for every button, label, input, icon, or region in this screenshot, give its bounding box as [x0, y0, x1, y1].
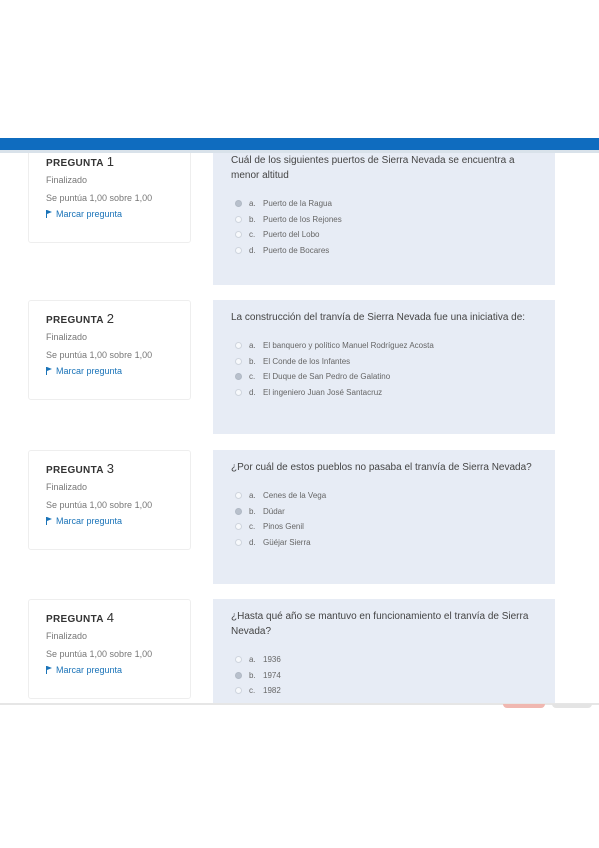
- question-number: [46, 311, 178, 326]
- question-state: Finalizado: [46, 631, 88, 641]
- radio-icon[interactable]: [235, 656, 242, 663]
- radio-icon[interactable]: [235, 216, 242, 223]
- answer-option[interactable]: [231, 196, 543, 212]
- flag-question-link[interactable]: [46, 665, 178, 675]
- answer-option[interactable]: [231, 535, 543, 551]
- answer-letter: d.: [249, 387, 256, 397]
- answer-option[interactable]: [231, 488, 543, 504]
- question-label: PREGUNTA: [46, 315, 104, 326]
- answer-option[interactable]: [231, 227, 543, 243]
- question-label: PREGUNTA: [46, 614, 104, 625]
- question-grade: Se puntúa 1,00 sobre 1,00: [46, 500, 153, 510]
- answer-letter: a.: [249, 491, 256, 501]
- answer-option[interactable]: [231, 519, 543, 535]
- answer-letter: b.: [249, 506, 256, 516]
- question-2: [0, 300, 599, 440]
- flag-icon: [46, 210, 52, 218]
- radio-checked-icon[interactable]: [235, 373, 242, 380]
- question-content-3: [213, 450, 555, 584]
- question-number: [46, 610, 178, 625]
- answer-letter: b.: [249, 356, 256, 366]
- answer-letter: c.: [249, 522, 256, 532]
- answer-text: 1982: [263, 686, 281, 696]
- flag-question-label: Marcar pregunta: [56, 516, 123, 526]
- radio-icon[interactable]: [235, 247, 242, 254]
- answer-text: Puerto del Lobo: [263, 230, 320, 240]
- answer-text: 1936: [263, 655, 281, 665]
- question-number-value: 1: [106, 154, 115, 169]
- answer-letter: a.: [249, 341, 256, 351]
- answer-list: [231, 488, 543, 550]
- answer-list: [231, 652, 543, 699]
- flag-question-label: Marcar pregunta: [56, 366, 123, 376]
- answer-option[interactable]: [231, 338, 543, 354]
- radio-checked-icon[interactable]: [235, 200, 242, 207]
- answer-option[interactable]: [231, 369, 543, 385]
- question-grade: Se puntúa 1,00 sobre 1,00: [46, 193, 153, 203]
- radio-icon[interactable]: [235, 231, 242, 238]
- answer-letter: a.: [249, 199, 256, 209]
- answer-text: Dúdar: [263, 506, 285, 516]
- question-text: La construcción del tranvía de Sierra Nevada fue una iniciativa de:: [231, 312, 526, 323]
- answer-letter: c.: [249, 372, 256, 382]
- flag-icon: [46, 517, 52, 525]
- question-content-2: [213, 300, 555, 434]
- radio-icon[interactable]: [235, 687, 242, 694]
- top-navbar: [0, 138, 599, 150]
- question-number: [46, 154, 178, 169]
- answer-text: Puerto de la Ragua: [263, 199, 332, 209]
- bottom-bar-button-secondary[interactable]: [552, 704, 592, 708]
- answer-letter: a.: [249, 655, 256, 665]
- radio-icon[interactable]: [235, 389, 242, 396]
- flag-question-link[interactable]: [46, 366, 178, 376]
- flag-icon: [46, 367, 52, 375]
- answer-option[interactable]: [231, 212, 543, 228]
- answer-option[interactable]: [231, 668, 543, 684]
- question-info-2: [28, 300, 191, 400]
- radio-checked-icon[interactable]: [235, 508, 242, 515]
- question-grade: Se puntúa 1,00 sobre 1,00: [46, 649, 153, 659]
- answer-list: [231, 338, 543, 400]
- answer-text: El ingeniero Juan José Santacruz: [263, 387, 383, 397]
- answer-option[interactable]: [231, 385, 543, 401]
- answer-letter: b.: [249, 670, 256, 680]
- answer-text: Pinos Genil: [263, 522, 304, 532]
- flag-question-label: Marcar pregunta: [56, 665, 123, 675]
- question-content-1: [213, 153, 555, 285]
- question-number-value: 4: [106, 610, 115, 625]
- question-label: PREGUNTA: [46, 158, 104, 169]
- question-info-1: [28, 153, 191, 243]
- answer-text: Puerto de Bocares: [263, 245, 330, 255]
- question-1: [0, 153, 599, 293]
- answer-letter: b.: [249, 214, 256, 224]
- answer-option[interactable]: [231, 243, 543, 259]
- answer-letter: c.: [249, 686, 256, 696]
- answer-text: El Duque de San Pedro de Galatino: [263, 372, 391, 382]
- question-number-value: 2: [106, 311, 115, 326]
- answer-letter: d.: [249, 245, 256, 255]
- answer-text: El Conde de los Infantes: [263, 356, 351, 366]
- question-text: Cuál de los siguientes puertos de Sierra Nevada se encuentra a menor altitud: [231, 155, 515, 181]
- question-grade: Se puntúa 1,00 sobre 1,00: [46, 350, 153, 360]
- answer-option[interactable]: [231, 504, 543, 520]
- question-label: PREGUNTA: [46, 465, 104, 476]
- answer-text: El banquero y político Manuel Rodríguez Acosta: [263, 341, 434, 351]
- answer-text: Puerto de los Rejones: [263, 214, 342, 224]
- question-state: Finalizado: [46, 175, 88, 185]
- question-info-3: [28, 450, 191, 550]
- question-info-4: [28, 599, 191, 699]
- question-4: [0, 599, 599, 703]
- question-content-4: [213, 599, 555, 703]
- radio-icon[interactable]: [235, 492, 242, 499]
- question-number: [46, 461, 178, 476]
- question-text: ¿Por cuál de estos pueblos no pasaba el tranvía de Sierra Nevada?: [231, 462, 532, 473]
- flag-question-link[interactable]: [46, 209, 178, 219]
- question-state: Finalizado: [46, 332, 88, 342]
- question-text: ¿Hasta qué año se mantuvo en funcionamiento el tranvía de Sierra Nevada?: [231, 611, 529, 637]
- question-3: [0, 450, 599, 590]
- question-state: Finalizado: [46, 482, 88, 492]
- radio-icon[interactable]: [235, 358, 242, 365]
- quiz-review-page: [0, 153, 599, 703]
- answer-text: Cenes de la Vega: [263, 491, 327, 501]
- radio-icon[interactable]: [235, 342, 242, 349]
- answer-list: [231, 196, 543, 258]
- radio-checked-icon[interactable]: [235, 672, 242, 679]
- radio-icon[interactable]: [235, 539, 242, 546]
- answer-text: 1974: [263, 670, 281, 680]
- answer-option[interactable]: [231, 354, 543, 370]
- bottom-bar-button[interactable]: [503, 704, 545, 708]
- answer-letter: d.: [249, 537, 256, 547]
- flag-icon: [46, 666, 52, 674]
- flag-question-link[interactable]: [46, 516, 178, 526]
- answer-option[interactable]: [231, 683, 543, 699]
- answer-option[interactable]: [231, 652, 543, 668]
- question-number-value: 3: [106, 461, 115, 476]
- flag-question-label: Marcar pregunta: [56, 209, 123, 219]
- answer-text: Güéjar Sierra: [263, 537, 311, 547]
- answer-letter: c.: [249, 230, 256, 240]
- radio-icon[interactable]: [235, 523, 242, 530]
